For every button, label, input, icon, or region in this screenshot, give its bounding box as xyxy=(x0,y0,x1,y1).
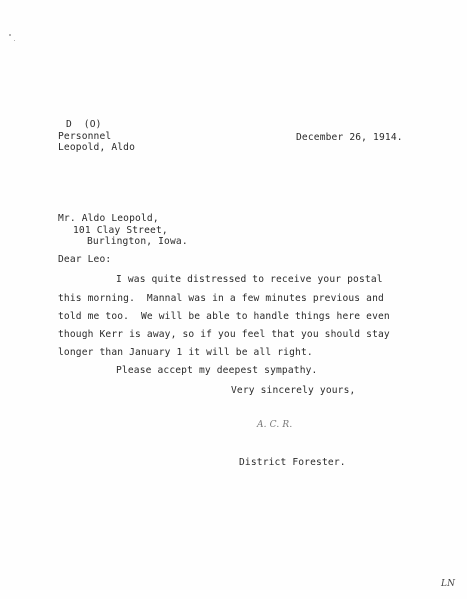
corner-handwritten-mark: LN xyxy=(441,579,456,589)
address-city: Burlington, Iowa. xyxy=(87,236,188,247)
file-ref-category: Personnel xyxy=(58,131,112,142)
address-name: Mr. Aldo Leopold, xyxy=(58,213,159,224)
body-line: longer than January 1 it will be all right. xyxy=(58,347,313,358)
body-line: though Kerr is away, so if you feel that you should stay xyxy=(58,329,390,340)
body-line: Please accept my deepest sympathy. xyxy=(116,365,318,376)
signature-initials: A. C. R. xyxy=(257,420,293,430)
body-line: I was quite distressed to receive your postal xyxy=(116,274,383,285)
letter-date: December 26, 1914. xyxy=(296,132,403,143)
address-street: 101 Clay Street, xyxy=(73,225,168,236)
body-line: this morning. Mannal was in a few minutes previous and xyxy=(58,293,384,304)
paper-speck xyxy=(14,40,15,41)
body-line: told me too. We will be able to handle things here even xyxy=(58,311,390,322)
closing: Very sincerely yours, xyxy=(231,385,356,396)
paper-speck xyxy=(9,34,11,36)
file-ref-name: Leopold, Aldo xyxy=(58,142,136,153)
salutation: Dear Leo: xyxy=(58,254,112,265)
file-ref-code: D (O) xyxy=(66,119,102,130)
signer-title: District Forester. xyxy=(239,457,346,468)
